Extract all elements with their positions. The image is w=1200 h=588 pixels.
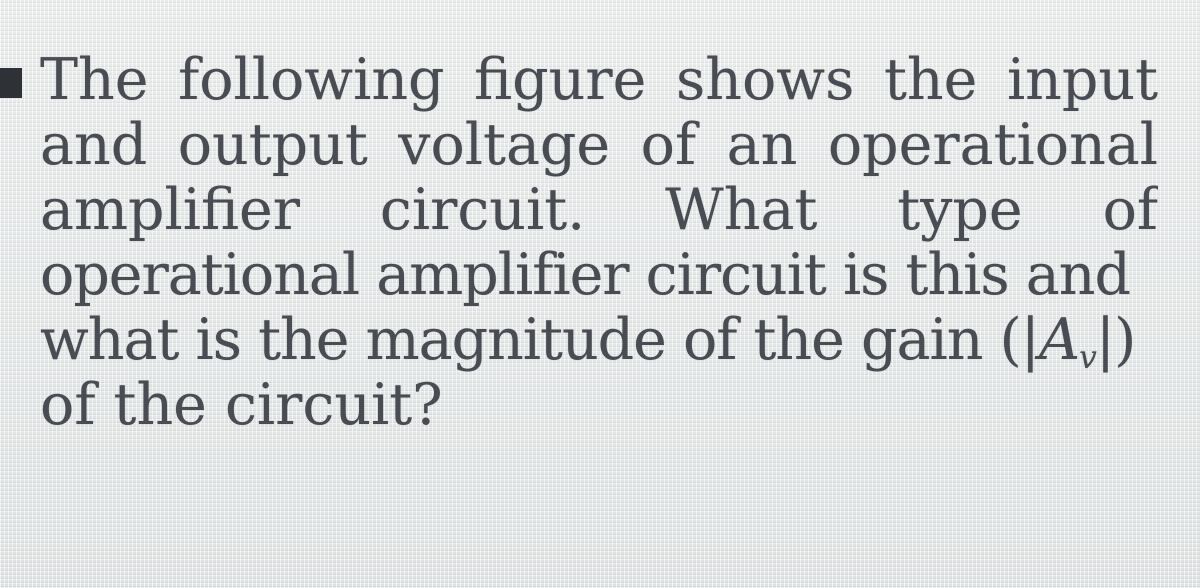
- question-line-1: The following figure shows the input: [40, 48, 1158, 113]
- gain-bar-left: |: [1020, 307, 1039, 373]
- gain-subscript: v: [1079, 339, 1096, 376]
- gain-bar-right: |: [1095, 307, 1115, 373]
- question-line-2: and output voltage of an operational: [40, 113, 1158, 178]
- page-edge-mark: [0, 68, 22, 98]
- question-line-5-text: what is the magnitude of the gain (: [40, 307, 1021, 373]
- gain-close-paren: ): [1114, 307, 1136, 373]
- question-line-3-part-a: amplifier circuit. What type of: [40, 178, 1158, 243]
- question-line-5: [40, 307, 1158, 376]
- gain-symbol: A: [1038, 307, 1080, 373]
- question-line-4: operational amplifier circuit is this and: [40, 242, 1130, 308]
- question-line-3: [40, 178, 1158, 243]
- question-passage: [40, 48, 1158, 438]
- question-line-6: of the circuit?: [40, 372, 443, 438]
